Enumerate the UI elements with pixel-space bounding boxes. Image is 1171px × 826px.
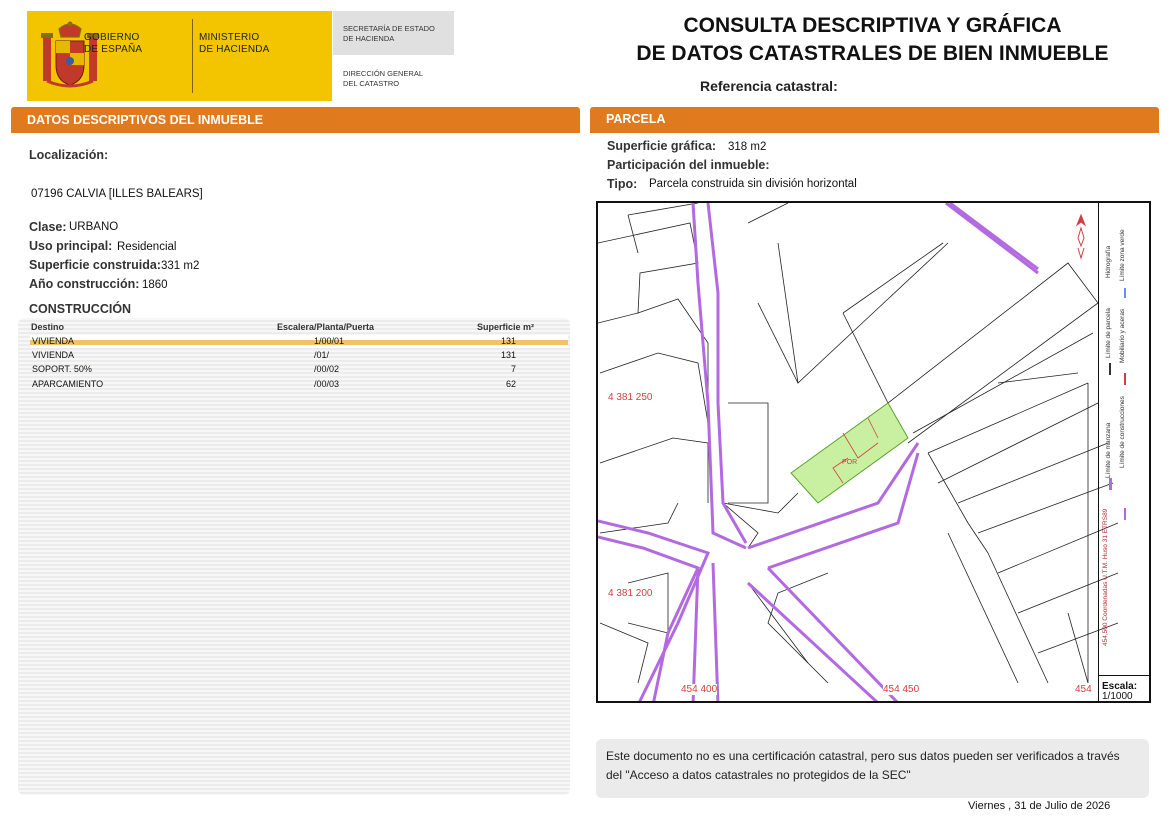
cell-superficie: 131 [500,350,516,360]
logo-divider [192,19,193,93]
coat-of-arms-icon [37,19,103,93]
cell-destino: VIVIENDA [32,336,75,346]
tipo-value: Parcela construida sin división horizontal [649,178,857,190]
table-row [30,378,568,391]
legend-hidrografia: Hidrografía [1105,245,1112,278]
cell-escalera: /00/02 [314,364,340,374]
title-line1: CONSULTA DESCRIPTIVA Y GRÁFICA [683,14,1062,37]
table-row [30,335,568,348]
coordinates-legend: 454,500 Coordenadas U.T.M. Huso 31 ETRS89 [1102,508,1109,646]
anio-construccion-value: 1860 [142,279,168,291]
table-row [30,349,568,362]
cell-destino: VIVIENDA [32,350,75,360]
col-header-escalera: Escalera/Planta/Puerta [277,322,375,332]
ministerio-line2: DE HACIENDA [199,44,270,55]
coord-x-3: 454 [1075,684,1092,695]
superficie-grafica-value: 318 m2 [728,141,767,153]
coord-y-1: 4 381 250 [608,392,653,403]
cell-escalera: /00/03 [314,379,340,389]
parcela-section-header [590,107,1159,133]
parcel-highlight [791,403,908,503]
gobierno-label [84,32,142,56]
direccion-label [343,69,423,89]
col-header-destino: Destino [31,322,65,332]
cell-escalera: /01/ [314,350,330,360]
gobierno-line1: GOBIERNO [84,32,140,43]
scale-label: Escala: [1102,681,1138,692]
coord-x-1: 454 400 [681,684,718,695]
localizacion-value: 07196 CALVIA [ILLES BALEARS] [31,188,203,200]
cell-destino: APARCAMIENTO [32,379,104,389]
construccion-title: CONSTRUCCIÓN [29,302,132,316]
parcel-label: POR [842,459,858,466]
scale-value: 1/1000 [1102,691,1133,702]
coord-x-2: 454 450 [883,684,920,695]
participacion-label: Participación del inmueble: [607,158,770,172]
direccion-line1: DIRECCIÓN GENERAL [343,69,424,78]
superficie-construida-label: Superficie construida: [29,258,161,272]
cadastral-map[interactable] [596,201,1151,703]
legend-parcela: Límite de parcela [1105,308,1112,358]
superficie-construida-value: 331 m2 [161,260,200,272]
referencia-label: Referencia catastral: [700,78,838,94]
direccion-line2: DEL CATASTRO [343,79,400,88]
parcela-section-title: PARCELA [606,112,666,126]
title-line2: DE DATOS CATASTRALES DE BIEN INMUEBLE [636,42,1109,65]
map-drawing [598,203,1151,703]
uso-value: Residencial [117,241,177,253]
secretaria-label [343,24,435,44]
datos-section-header [11,107,580,133]
cell-superficie: 7 [510,364,516,374]
uso-label: Uso principal: [29,239,113,253]
map-legend [1098,203,1149,675]
clase-value: URBANO [69,221,119,233]
legend-manzana: Límite de manzana [1105,422,1112,478]
superficie-grafica-label: Superficie gráfica: [607,139,717,153]
anio-construccion-label: Año construcción: [29,277,140,291]
secretaria-line1: SECRETARÍA DE ESTADO [343,24,435,33]
datos-section-title: DATOS DESCRIPTIVOS DEL INMUEBLE [27,113,264,127]
legend-zona-verde: Límite zona verde [1119,229,1126,281]
cell-destino: SOPORT. 50% [32,364,92,374]
cell-superficie: 62 [505,379,516,389]
coord-y-2: 4 381 200 [608,588,653,599]
tipo-label: Tipo: [607,177,638,191]
legend-construcciones: Límite de construcciones [1119,396,1126,468]
legend-mobiliario: Mobiliario y aceras [1119,308,1126,363]
page-title [600,12,1145,68]
ministerio-label [199,32,270,56]
table-row [30,363,568,376]
secretaria-line2: DE HACIENDA [343,34,395,43]
north-arrow-icon [1077,215,1085,258]
government-logo [27,11,332,101]
cell-superficie: 131 [500,336,516,346]
ministerio-line1: MINISTERIO [199,32,260,43]
gobierno-line2: DE ESPAÑA [84,44,143,55]
cell-escalera: 1/00/01 [314,336,345,346]
disclaimer-text: Este documento no es una certificación catastral, pero sus datos pueden ser verificados a través del "Acceso a datos catastrales no protegidos de la SEC" [606,749,1120,782]
clase-label: Clase: [29,220,67,234]
localizacion-label: Localización: [29,148,109,162]
col-header-superficie: Superficie m² [477,322,535,332]
document-date: Viernes , 31 de Julio de 2026 [968,800,1111,812]
